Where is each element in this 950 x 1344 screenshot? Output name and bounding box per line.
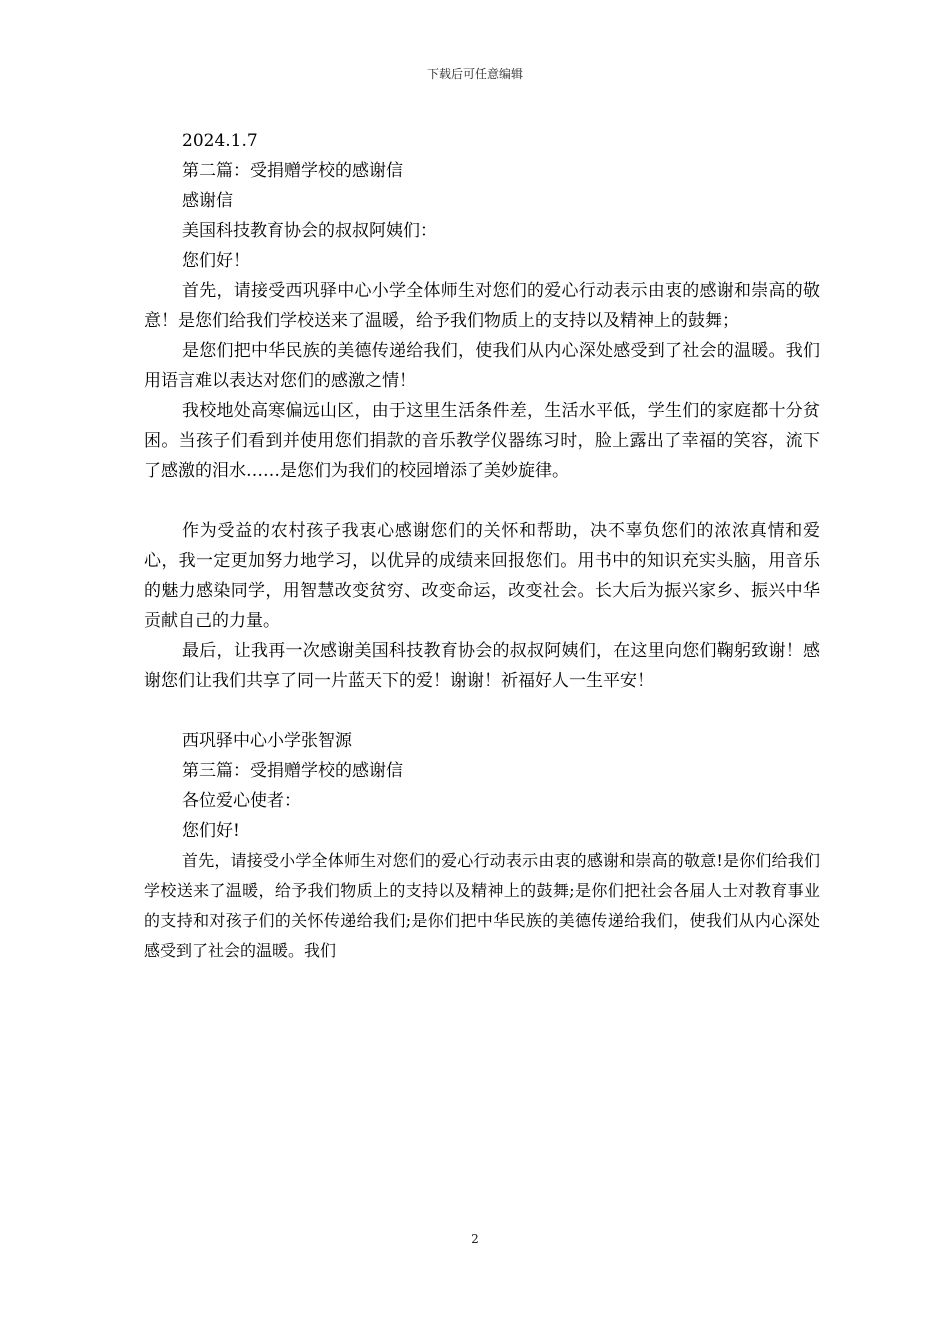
spacer xyxy=(144,486,820,516)
section-title-3: 第三篇：受捐赠学校的感谢信 xyxy=(182,761,403,781)
page-number: 2 xyxy=(471,1232,479,1246)
document-body xyxy=(144,126,820,966)
signature: 西巩驿中心小学张智源 xyxy=(182,731,352,751)
page-header: 下载后可任意编辑 xyxy=(426,67,523,81)
date-line: 2024.1.7 xyxy=(182,131,258,151)
paragraph-5: 最后，让我再一次感谢美国科技教育协会的叔叔阿姨们，在这里向您们鞠躬致谢！感谢您们让我们共享了同一片蓝天下的爱！谢谢！祈福好人一生平安！ xyxy=(144,641,820,691)
paragraph-3: 我校地处高寒偏远山区，由于这里生活条件差，生活水平低，学生们的家庭都十分贫困。当孩子们看到并使用您们捐款的音乐教学仪器练习时，脸上露出了幸福的笑容，流下了感激的泪水……是您们为我们的校园增添了美妙旋律。 xyxy=(144,401,820,481)
letter-greeting-3: 您们好! xyxy=(182,821,240,841)
letter-greeting: 您们好！ xyxy=(182,251,250,271)
paragraph-6: 首先，请接受小学全体师生对您们的爱心行动表示由衷的感谢和崇高的敬意!是你们给我们学校送来了温暖，给予我们物质上的支持以及精神上的鼓舞;是你们把社会各届人士对教育事业的支持和对孩子们的关怀传递给我们;是你们把中华民族的美德传递给我们，使我们从内心深处感受到了社会的温暖。我们 xyxy=(144,851,820,960)
paragraph-1: 首先，请接受西巩驿中心小学全体师生对您们的爱心行动表示由衷的感谢和崇高的敬意！是您们给我们学校送来了温暖，给予我们物质上的支持以及精神上的鼓舞； xyxy=(144,281,820,331)
paragraph-2: 是您们把中华民族的美德传递给我们，使我们从内心深处感受到了社会的温暖。我们用语言难以表达对您们的感激之情！ xyxy=(144,341,820,391)
section-title-2: 第二篇：受捐赠学校的感谢信 xyxy=(182,161,403,181)
letter-salutation-3: 各位爱心使者： xyxy=(182,791,301,811)
letter-salutation: 美国科技教育协会的叔叔阿姨们： xyxy=(182,221,437,241)
paragraph-4: 作为受益的农村孩子我衷心感谢您们的关怀和帮助，决不辜负您们的浓浓真情和爱心，我一定更加努力地学习，以优异的成绩来回报您们。用书中的知识充实头脑，用音乐的魅力感染同学，用智慧改变贫穷、改变命运，改变社会。长大后为振兴家乡、振兴中华贡献自己的力量。 xyxy=(144,521,820,631)
spacer xyxy=(144,696,820,726)
letter-heading: 感谢信 xyxy=(182,191,233,211)
